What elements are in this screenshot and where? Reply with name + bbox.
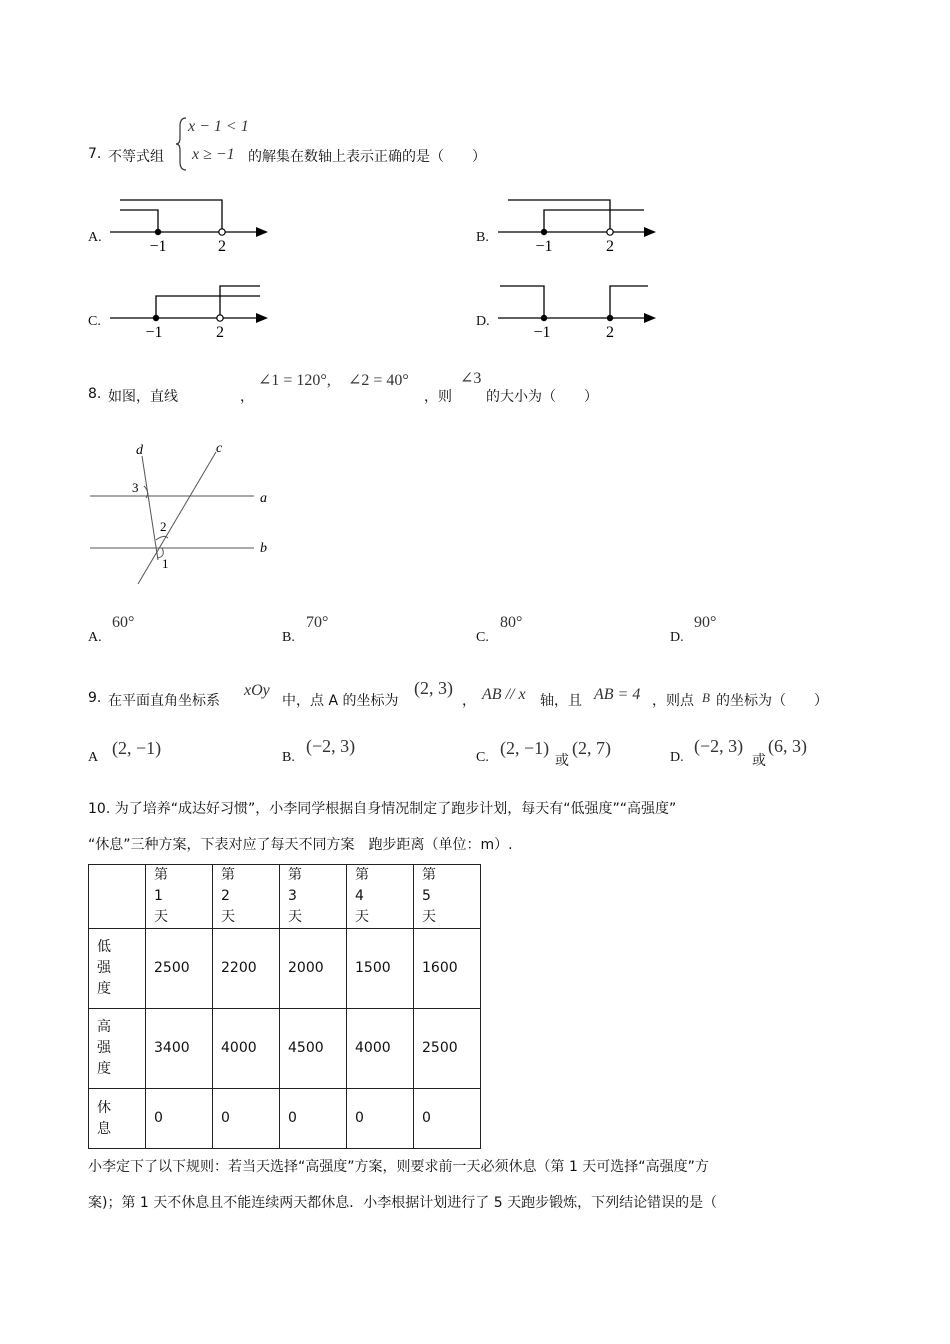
q10-line2: “休息”三种方案，下表对应了每天不同方案 跑步距离（单位：m）. [88,837,513,853]
table-header-day2 [213,865,280,929]
q9-option-c-label: C. [476,750,489,765]
row-label-low [89,929,146,1009]
q9-point-b: B [702,690,710,705]
row-label-high [89,1009,146,1089]
q7-system-line2: x ≥ −1 [192,146,235,163]
table-cell: 0 [213,1089,280,1149]
table-cell: 2200 [213,929,280,1009]
q9-option-a-label: A [88,750,99,765]
table-cell: 0 [280,1089,347,1149]
q8-stem-part1: 如图，直线 [108,389,178,405]
q9-stem-part1: 在平面直角坐标系 [108,693,220,709]
table-cell: 0 [146,1089,213,1149]
q9-stem-part5: 的坐标为（ ） [716,693,828,709]
q7-stem-before: 不等式组 [108,149,164,165]
q7a-tick-neg1: −1 [149,238,167,255]
q8-option-b-value: 70° [306,614,329,631]
q7-number: 7. [88,146,102,162]
table-cell: 2500 [146,929,213,1009]
q8-angle3: ∠3 [460,370,482,387]
q8-option-c-value: 80° [500,614,523,631]
q7-option-a-label: A. [88,230,102,245]
q9-length: AB = 4 [594,686,641,703]
q9-stem-part2: 中，点 A 的坐标为 [282,693,399,709]
table-cell: 2500 [414,1009,481,1089]
q8-stem-part2: ， [240,389,254,405]
q7-system-line1: x − 1 < 1 [188,118,249,135]
q8-label-1: 1 [162,556,169,571]
q7-stem-after: 的解集在数轴上表示正确的是（ ） [248,149,486,165]
q8-angle2: ∠2 = 40° [348,372,409,389]
q8-label-3: 3 [132,480,139,495]
row-label-rest-text: 休息 [97,1099,111,1137]
q7-option-d-number-line [496,278,660,342]
q9-option-d-value2: (6, 3) [768,736,807,756]
table-header-day5 [414,865,481,929]
q8-option-a-value: 60° [112,614,135,631]
table-cell: 0 [347,1089,414,1149]
q7-option-b-label: B. [476,230,489,245]
table-header-row [89,865,481,929]
table-cell: 4500 [280,1009,347,1089]
q10-line1: 10. 为了培养“成达好习惯”，小李同学根据自身情况制定了跑步计划，每天有“低强度”“高强度” [88,801,677,817]
table-cell: 3400 [146,1009,213,1089]
table-row [89,1089,481,1149]
table-cell: 4000 [347,1009,414,1089]
q8-number: 8. [88,386,102,402]
q9-option-a-value: (2, −1) [112,738,162,758]
q8-label-2: 2 [160,519,167,534]
q9-stem-part4: ，则点 [652,693,694,709]
q8-option-d-value: 90° [694,614,717,631]
row-label-high-text: 高强度 [97,1019,111,1077]
table-cell: 1600 [414,929,481,1009]
header-day4-text: 第 4 天 [355,867,369,925]
q7-option-c-label: C. [88,314,101,329]
q7-option-c-number-line [108,278,272,342]
q7-option-b-number-line [496,192,660,256]
q7a-tick-2: 2 [218,238,226,255]
q7c-tick-neg1: −1 [145,324,163,341]
q8-label-c: c [216,441,223,456]
q9-option-c-value: (2, −1) [500,738,550,758]
q9-option-d-label: D. [670,750,684,765]
q10-rule-line1: 小李定下了以下规则：若当天选择“高强度”方案，则要求前一天必须休息（第 1 天可选择“高强度”方 [88,1159,709,1175]
table-header-day4 [347,865,414,929]
q7-option-d-label: D. [476,314,490,329]
q9-stem-part3: 轴，且 [540,693,582,709]
header-day3-text: 第 3 天 [288,867,302,925]
q7d-tick-2: 2 [606,324,614,341]
row-label-low-text: 低强度 [97,939,111,997]
q9-option-d-or: 或 [752,753,766,769]
q9-option-c-value2: (2, 7) [572,738,611,758]
table-row [89,929,481,1009]
table-header-corner [89,865,146,929]
row-label-rest [89,1089,146,1149]
q8-stem-part3: ，则 [424,389,452,405]
q9-option-c-or: 或 [555,753,569,769]
q9-system: xOy [244,682,270,699]
q8-label-b: b [260,541,267,556]
q7d-tick-neg1: −1 [533,324,551,341]
table-cell: 0 [414,1089,481,1149]
q8-stem-part4: 的大小为（ ） [486,389,598,405]
header-day2-text: 第 2 天 [221,867,235,925]
q9-point-a: (2, 3) [414,678,453,698]
q7b-tick-2: 2 [606,238,614,255]
table-cell: 1500 [347,929,414,1009]
q7-option-a-number-line [108,192,272,256]
q9-number: 9. [88,690,102,706]
q9-parallel: AB // x [482,686,526,703]
q8-option-a-label: A. [88,630,102,645]
q8-option-c-label: C. [476,630,489,645]
q8-figure [86,436,286,596]
q8-label-a: a [260,491,267,506]
table-cell: 4000 [213,1009,280,1089]
header-day1-text: 第 1 天 [154,867,168,925]
distance-table [88,864,481,1149]
table-header-day1 [146,865,213,929]
table-header-day3 [280,865,347,929]
q8-label-d: d [136,443,143,458]
q7b-tick-neg1: −1 [535,238,553,255]
q8-angle1: ∠1 = 120°, [258,372,331,389]
q9-option-b-value: (−2, 3) [306,736,356,756]
q8-option-b-label: B. [282,630,295,645]
q9-option-b-label: B. [282,750,295,765]
q10-rule-line2: 案)；第 1 天不休息且不能连续两天都休息．小李根据计划进行了 5 天跑步锻炼，下列结论错误的是（ [88,1195,718,1211]
q9-option-d-value: (−2, 3) [694,736,744,756]
table-row [89,1009,481,1089]
table-cell: 2000 [280,929,347,1009]
header-day5-text: 第 5 天 [422,867,436,925]
q8-option-d-label: D. [670,630,684,645]
q9-comma: ， [462,693,476,709]
q7c-tick-2: 2 [216,324,224,341]
